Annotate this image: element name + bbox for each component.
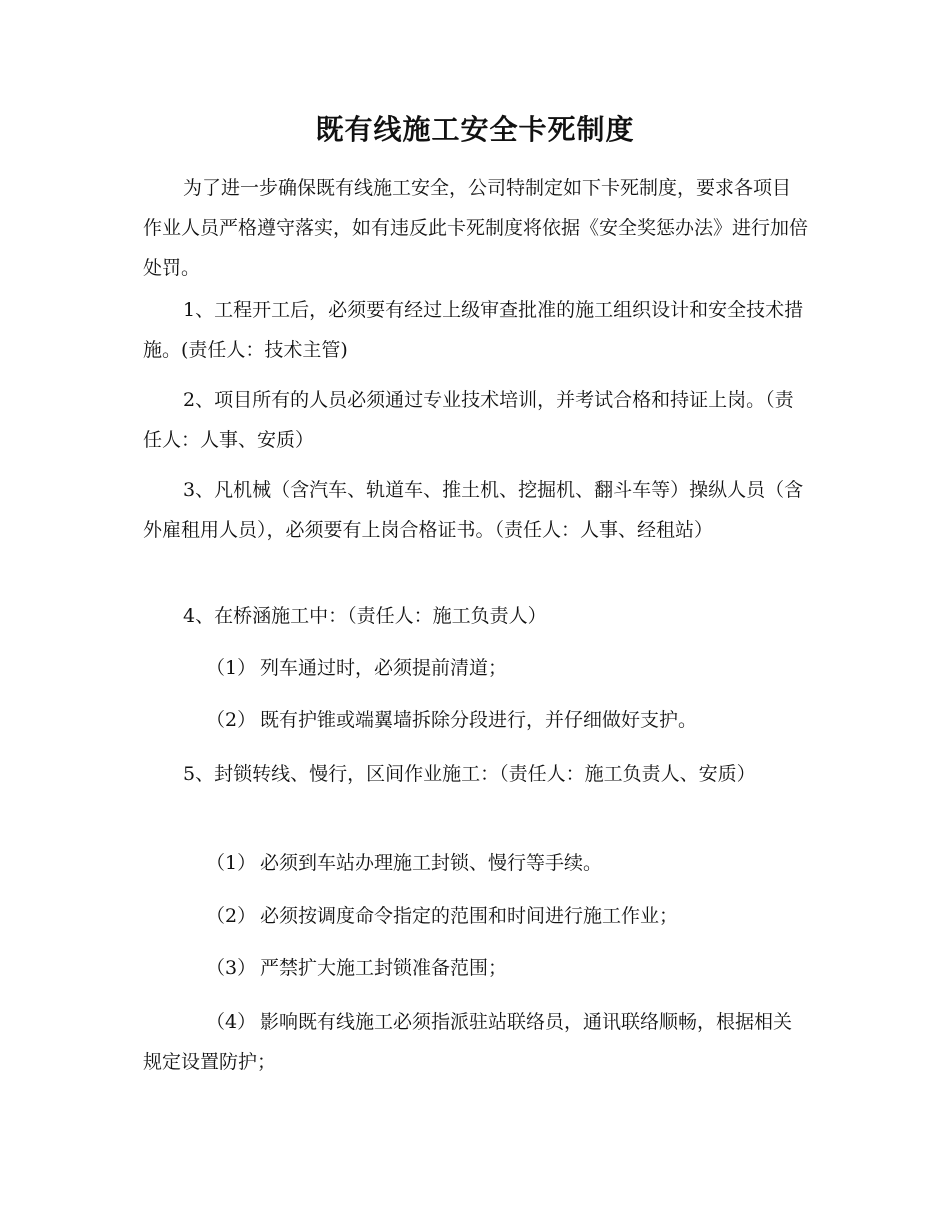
document-title: 既有线施工安全卡死制度 xyxy=(315,113,635,146)
clause-5-sub-4 xyxy=(143,1002,808,1082)
clause-4-sub-2 xyxy=(206,700,808,740)
clause-1: 1、工程开工后，必须要有经过上级审查批准的施工组织设计和安全技术措施。(责任人：技术主管) xyxy=(143,299,804,361)
sub-number: （2） xyxy=(206,709,257,731)
sub-number: （1） xyxy=(206,852,257,874)
sub-number: （4） xyxy=(206,1011,257,1033)
sub-number: （1） xyxy=(206,657,257,679)
sub-number: （2） xyxy=(206,905,257,927)
clause-4-sub-1 xyxy=(206,648,808,688)
clause-5-sub-1 xyxy=(206,843,808,883)
intro-paragraph: 为了进一步确保既有线施工安全，公司特制定如下卡死制度，要求各项目作业人员严格遵守落实，如有违反此卡死制度将依据《安全奖惩办法》进行加倍处罚。 xyxy=(143,177,809,279)
sub-number: （3） xyxy=(206,957,257,979)
sub-text: 必须到车站办理施工封锁、慢行等手续。 xyxy=(260,852,603,874)
sub-text: 列车通过时，必须提前清道； xyxy=(260,657,508,679)
clause-5-sub-3 xyxy=(206,948,808,988)
clause-5-sub-2 xyxy=(206,896,808,936)
clause-4: 4、在桥涵施工中：（责任人：施工负责人） xyxy=(183,605,547,627)
sub-text: 影响既有线施工必须指派驻站联络员，通讯联络顺畅，根据相关规定设置防护； xyxy=(143,1011,793,1073)
clause-5: 5、封锁转线、慢行，区间作业施工：（责任人：施工负责人、安质） xyxy=(183,763,756,785)
clause-2: 2、项目所有的人员必须通过专业技术培训，并考试合格和持证上岗。（责任人：人事、安质） xyxy=(143,389,794,451)
sub-text: 既有护锥或端翼墙拆除分段进行，并仔细做好支护。 xyxy=(260,709,698,731)
sub-text: 必须按调度命令指定的范围和时间进行施工作业； xyxy=(260,905,679,927)
clause-3: 3、凡机械（含汽车、轨道车、推土机、挖掘机、翻斗车等）操纵人员（含外雇租用人员），必须要有上岗合格证书。（责任人：人事、经租站） xyxy=(143,479,804,541)
sub-text: 严禁扩大施工封锁准备范围； xyxy=(260,957,508,979)
